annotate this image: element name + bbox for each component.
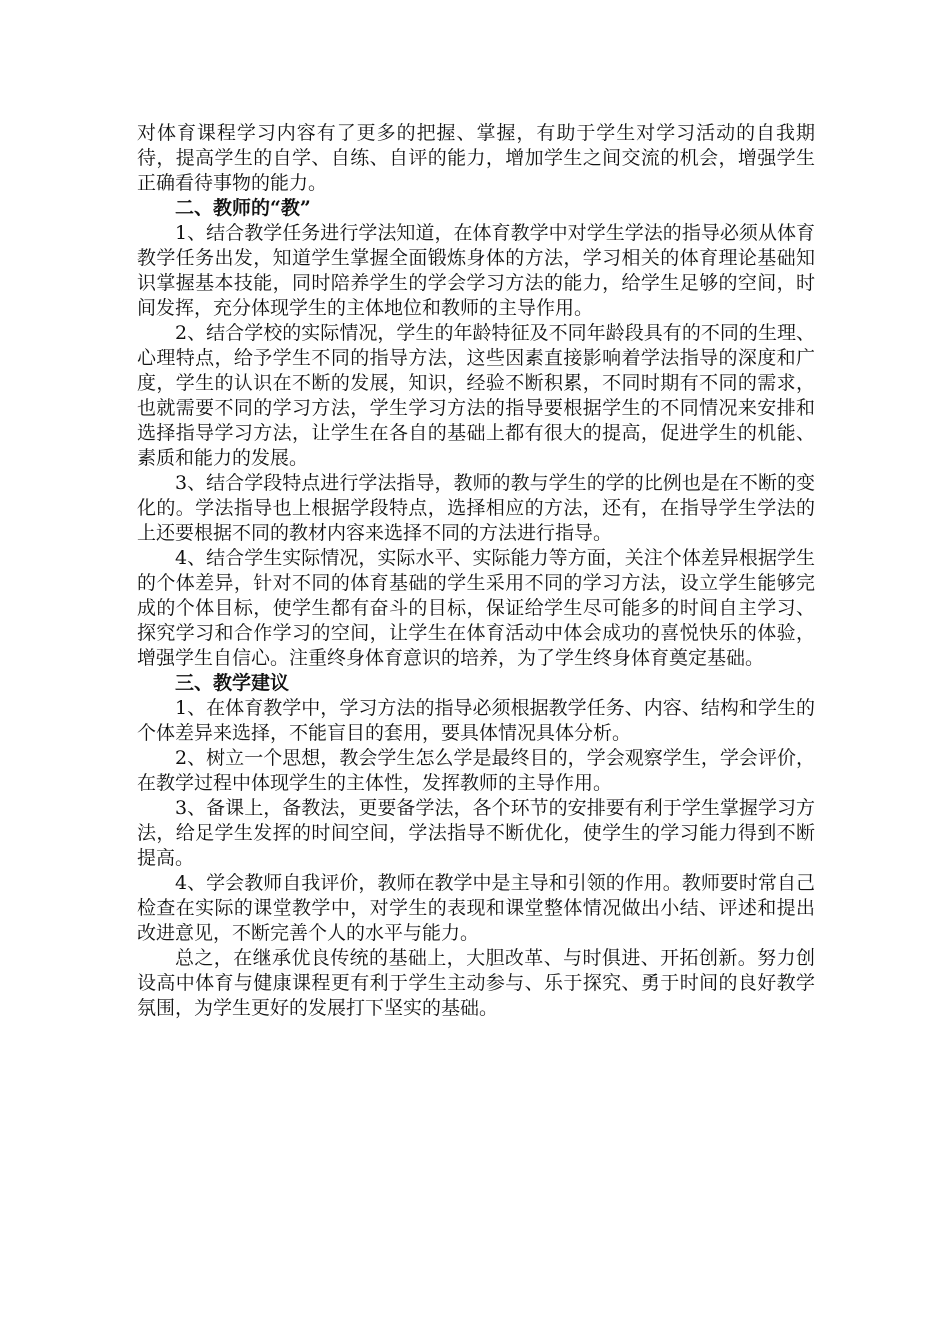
paragraph-teacher-3: 3、结合学段特点进行学法指导，教师的教与学生的学的比例也是在不断的变化的。学法指导也上根据学段特点，选择相应的方法，还有，在指导学生学法的上还要根据不同的教材内容来选择不同的方法进行指导。 xyxy=(137,472,815,544)
document-page xyxy=(137,121,815,1021)
paragraph-continuation: 对体育课程学习内容有了更多的把握、掌握，有助于学生对学习活动的自我期待，提高学生的自学、自练、自评的能力，增加学生之间交流的机会，增强学生正确看待事物的能力。 xyxy=(137,122,815,194)
section-heading-suggestions: 三、教学建议 xyxy=(175,672,290,694)
paragraph-suggestion-3: 3、备课上，备教法，更要备学法，各个环节的安排要有利于学生掌握学习方法，给足学生发挥的时间空间，学法指导不断优化，使学生的学习能力得到不断提高。 xyxy=(137,797,815,869)
paragraph-conclusion: 总之，在继承优良传统的基础上，大胆改革、与时俱进、开拓创新。努力创设高中体育与健康课程更有利于学生主动参与、乐于探究、勇于时间的良好教学氛围，为学生更好的发展打下坚实的基础。 xyxy=(137,947,815,1019)
paragraph-suggestion-4: 4、学会教师自我评价，教师在教学中是主导和引领的作用。教师要时常自己检查在实际的课堂教学中，对学生的表现和课堂整体情况做出小结、评述和提出改进意见，不断完善个人的水平与能力。 xyxy=(137,872,815,944)
paragraph-teacher-1: 1、结合教学任务进行学法知道，在体育教学中对学生学法的指导必须从体育教学任务出发，知道学生掌握全面锻炼身体的方法，学习相关的体育理论基础知识掌握基本技能，同时陪养学生的学会学习方法的能力，给学生足够的空间，时间发挥，充分体现学生的主体地位和教师的主导作用。 xyxy=(137,222,815,319)
paragraph-suggestion-2: 2、树立一个思想，教会学生怎么学是最终目的，学会观察学生，学会评价，在教学过程中体现学生的主体性，发挥教师的主导作用。 xyxy=(137,747,815,794)
section-heading-teacher: 二、教师的“教” xyxy=(175,197,311,219)
paragraph-teacher-2: 2、结合学校的实际情况，学生的年龄特征及不同年龄段具有的不同的生理、心理特点，给予学生不同的指导方法，这些因素直接影响着学法指导的深度和广度，学生的认识在不断的发展，知识，经验不断积累，不同时期有不同的需求，也就需要不同的学习方法，学生学习方法的指导要根据学生的不同情况来安排和选择指导学习方法，让学生在各自的基础上都有很大的提高，促进学生的机能、素质和能力的发展。 xyxy=(137,322,815,469)
paragraph-teacher-4: 4、结合学生实际情况，实际水平、实际能力等方面，关注个体差异根据学生的个体差异，针对不同的体育基础的学生采用不同的学习方法，设立学生能够完成的个体目标，使学生都有奋斗的目标，保证给学生尽可能多的时间自主学习、探究学习和合作学习的空间，让学生在体育活动中体会成功的喜悦快乐的体验，增强学生自信心。注重终身体育意识的培养，为了学生终身体育奠定基础。 xyxy=(137,547,815,669)
paragraph-suggestion-1: 1、在体育教学中，学习方法的指导必须根据教学任务、内容、结构和学生的个体差异来选择，不能盲目的套用，要具体情况具体分析。 xyxy=(137,697,815,744)
